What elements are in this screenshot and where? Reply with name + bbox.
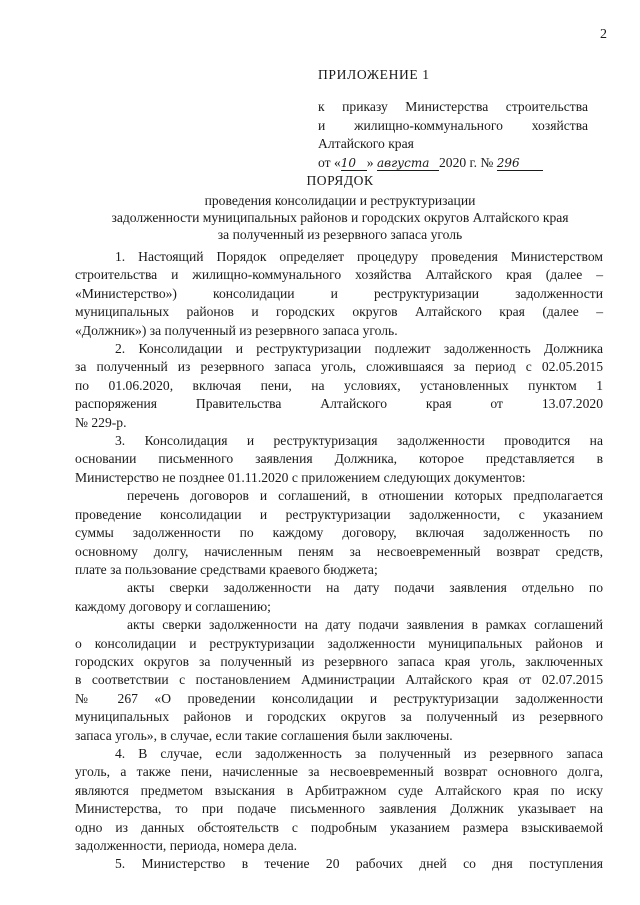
- text-line: № 229-р.: [75, 414, 127, 430]
- document-subtitle-line: проведения консолидации и реструктуризации: [204, 193, 476, 209]
- text-line: муниципальных районов и городских округов за полученный из резервного: [75, 709, 603, 725]
- text-line: одно из данных обстоятельств с подробным указанием размера взыскиваемой: [75, 819, 603, 835]
- document-heading: [60, 172, 620, 243]
- text-line: городских округов за полученный из резервного запаса края уголь, заключенных: [75, 653, 603, 669]
- text-line: за полученный из резервного запаса уголь, сложившаяся за период с 02.05.2015: [75, 359, 603, 375]
- appendix-line: к приказу Министерства строительства: [318, 99, 588, 115]
- text-line: о консолидации и реструктуризации задолженности муниципальных районов и: [75, 635, 603, 651]
- text-line: по 01.06.2020, включая пени, на условиях, установленных пунктом 1: [75, 377, 603, 393]
- handwritten-day: 10: [341, 156, 367, 171]
- text-line: акты сверки задолженности на дату подачи заявления отдельно по: [127, 580, 603, 596]
- handwritten-month: августа: [377, 156, 439, 171]
- page-number: 2: [600, 27, 607, 42]
- text-line: проведение консолидации и реструктуризации задолженности, с указанием: [75, 506, 603, 522]
- text-line: суммы задолженности по каждому договору, включая задолженность по: [75, 525, 603, 541]
- text-line: 5. Министерство в течение 20 рабочих дней со дня поступления: [115, 856, 603, 872]
- appendix-line: и жилищно-коммунального хозяйства: [318, 117, 588, 133]
- appendix-block: [318, 66, 588, 172]
- text-line: № 267 «О проведении консолидации и реструктуризации задолженности: [75, 690, 603, 706]
- text-line: строительства и жилищно-коммунального хозяйства Алтайского края (далее –: [75, 267, 603, 283]
- text-line: каждому договору и соглашению;: [75, 598, 271, 614]
- text-line: основании письменного заявления Должника, которое представляется в: [75, 451, 603, 467]
- text-line: Министерства, то при подаче письменного заявления Должник указывает на: [75, 801, 603, 817]
- text-line: 1. Настоящий Порядок определяет процедуру проведения Министерством: [115, 249, 603, 264]
- text-line: 2. Консолидации и реструктуризации подлежит задолженность Должника: [115, 341, 603, 357]
- text-line: 4. В случае, если задолженность за полученный из резервного запаса: [115, 745, 603, 761]
- text-line: основному долгу, начисленным пеням за несвоевременный возврат средств,: [75, 543, 603, 559]
- text-line: акты сверки задолженности на дату подачи заявления в рамках соглашений: [127, 617, 603, 633]
- appendix-line: Алтайского края: [318, 136, 414, 152]
- text-line: распоряжения Правительства Алтайского края от 13.07.2020: [75, 396, 603, 412]
- text-line: «Должник») за полученный из резервного запаса уголь.: [75, 322, 398, 338]
- text-line: «Министерство») консолидации и реструктуризации задолженности: [75, 285, 603, 301]
- text-line: в соответствии с постановлением Администрации Алтайского края от 02.07.2015: [75, 672, 603, 688]
- text-line: являются предметом взыскания в Арбитражном суде Алтайского края по иску: [75, 782, 603, 798]
- text-line: муниципальных районов и городских округов Алтайского края (далее –: [75, 304, 603, 320]
- text-line: уголь, а также пени, начисленные за несвоевременный возврат основного долга,: [75, 764, 603, 780]
- document-body: [75, 248, 603, 874]
- handwritten-number: 296: [497, 156, 543, 171]
- text-line: Министерство не позднее 01.11.2020 с приложением следующих документов:: [75, 469, 526, 485]
- appendix-title: ПРИЛОЖЕНИЕ 1: [318, 67, 430, 82]
- text-line: 3. Консолидация и реструктуризация задолженности проводится на: [115, 433, 603, 449]
- text-line: задолженности, периода, номера дела.: [75, 838, 298, 853]
- text-line: перечень договоров и соглашений, в отношении которых предполагается: [127, 488, 603, 504]
- text-line: плате за пользование средствами краевого бюджета;: [75, 561, 378, 577]
- appendix-date-line: от «10 » августа 2020 г. № 296: [318, 154, 588, 172]
- text-line: запаса уголь», в случае, если такие соглашения были заключены.: [75, 727, 453, 743]
- document-subtitle-line: за полученный из резервного запаса уголь: [217, 227, 463, 243]
- document-subtitle-line: задолженности муниципальных районов и городских округов Алтайского края: [111, 210, 569, 226]
- document-title: ПОРЯДОК: [306, 173, 374, 188]
